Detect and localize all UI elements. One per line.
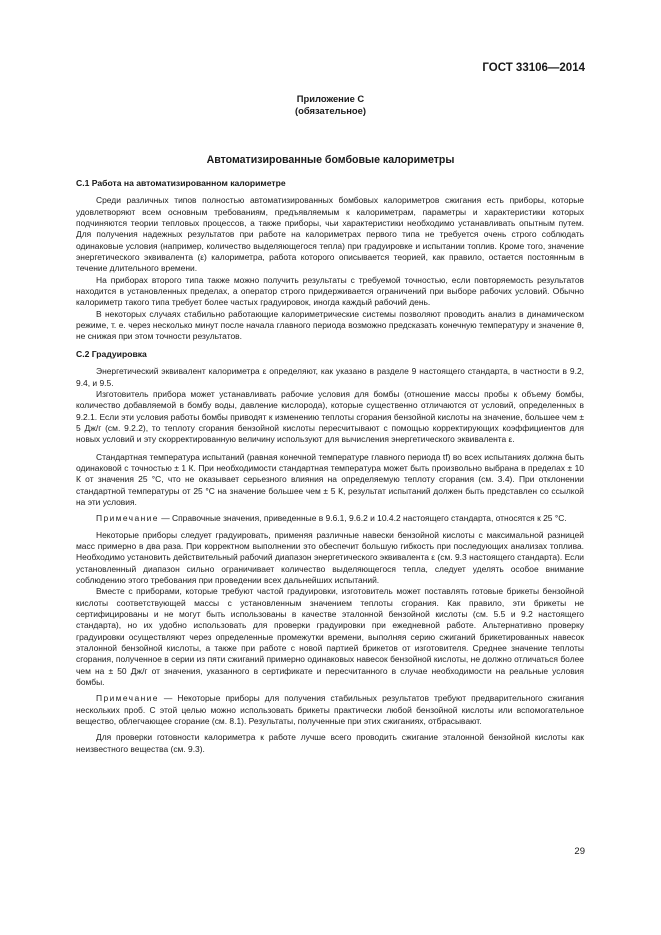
paragraph: В некоторых случаях стабильно работающие калориметрические системы позволяют проводить анализ в динамическом режиме, т. е. через несколько минут после начала главного периода возможно предсказать конечную температуру и значение θ, не снижая при этом точности результатов. — [76, 308, 584, 342]
document-title: Автоматизированные бомбовые калориметры — [206, 154, 455, 166]
note-text: — Некоторые приборы для получения стабильных результатов требуют предварительного сжигания нескольких проб. С этой целью можно использовать брикеты практически любой бензойной кислоты или вспомогательное вещество, облегчающее сгорание (см. 8.1). Результаты, полученные при этих сжиганиях, отбрасывают. — [76, 693, 584, 727]
note — [76, 513, 584, 524]
appendix-status: (обязательное) — [295, 105, 366, 116]
paragraph: Изготовитель прибора может устанавливать рабочие условия для бомбы (отношение массы пробы к объему бомбы, количество добавляемой в бомбу воды, давление кислорода), которые существенно отличаются от условий, определенных в 9.2.1. Если эти условия работы бомбы приводят к изменению теплоты сгорания бензойной кислоты на значение, большее чем ± 5 Дж/г (см. 9.2.2), то теплоту сгорания бензойной кислоты пересчитывают с помощью корректирующих коэффициентов для новых условий и эту скорректированную величину используют для вычисления энергетического эквивалента ε. — [76, 388, 584, 445]
note — [76, 693, 584, 727]
document-body — [76, 178, 584, 755]
paragraph: Энергетический эквивалент калориметра ε определяют, как указано в разделе 9 настоящего стандарта, в частности в 9.2, 9.4, и 9.5. — [76, 366, 584, 388]
standard-number: ГОСТ 33106—2014 — [482, 62, 585, 74]
appendix-title: Приложение С — [296, 93, 365, 104]
appendix-heading — [0, 93, 661, 117]
paragraph: На приборах второго типа также можно получить результаты с требуемой точностью, если повторяемость результатов находится в установленных пределах, а оператор строго придерживается ограничений при выборе рабочих условий. Обычно калориметр такого типа требует более частых градуировок, иногда каждый рабочий день. — [76, 274, 584, 308]
paragraph: Для проверки готовности калориметра к работе лучше всего проводить сжигание эталонной бензойной кислоты как неизвестного вещества (см. 9.3). — [76, 732, 584, 754]
paragraph: Некоторые приборы следует градуировать, применяя различные навески бензойной кислоты с максимальной разницей масс примерно в два раза. При корректном выполнении это обеспечит большую гибкость при последующих анализах топлива. Необходимо установить действительный рабочий диапазон энергетического эквивалента ε (см. 9.3 настоящего стандарта). Если установленный диапазон сильно ограничивает количество выделяющегося тепла, следует уделять особое внимание соблюдению этого требования при проведении всех дальнейших испытаний. — [76, 529, 584, 585]
note-text: — Справочные значения, приведенные в 9.6.1, 9.6.2 и 10.4.2 настоящего стандарта, относятся к 25 °С. — [158, 513, 567, 524]
section-heading-c1: С.1 Работа на автоматизированном калориметре — [76, 178, 286, 188]
paragraph: Стандартная температура испытаний (равная конечной температуре главного периода tf) во всех испытаниях должна быть одинаковой с точностью ± 1 К. При необходимости стандартная температура может быть произвольно выбрана в пределах ± 10 К от значения 25 °С, что не оказывает серьезного влияния на определяемую теплоту сгорания (см. 3.4). При отклонении стандартной температуры от 25 °С на значение большее чем ± 5 К, результат испытаний должен быть представлен со ссылкой на эти условия. — [76, 451, 584, 507]
paragraph: Среди различных типов полностью автоматизированных бомбовых калориметров сжигания есть приборы, которые удовлетворяют всем основным требованиям, предъявляемым к калориметрам, параметры и характеристики которых подчиняются теории тепловых процессов, а также приборы, чьи характеристики необходимо устанавливать опытным путем. Для получения надежных результатов при работе на калориметрах первого типа не требуется очень строго соблюдать одинаковые условия (например, количество выделяющегося тепла) при градуировке и испытании топлив. Кроме того, значение энергетического эквивалента (ε) калориметра, работа которого описывается теорией, как правило, остается постоянным в течение длительного времени. — [76, 195, 584, 274]
note-label: Примечание — [96, 693, 159, 704]
section-heading-c2: С.2 Градуировка — [76, 348, 147, 359]
note-label: Примечание — [96, 513, 159, 524]
paragraph: Вместе с приборами, которые требуют частой градуировки, изготовитель может поставлять готовые брикеты бензойной кислоты соответствующей массы с установленным значением теплоты сгорания. Как правило, эти брикеты не сертифицированы и не могут быть использованы в качестве эталонной бензойной кислоты (см. 5.5 и 9.2 настоящего стандарта), но их удобно использовать для проверки градуировки при ежедневной работе. Альтернативно проверку градуировки осуществляют через определенные промежутки времени, выполняя серию сжиганий брикетированных навесок эталонной бензойной кислоты, а также при работе с новой партией брикетов от изготовителя. Среднее значение теплоты сгорания, полученное в серии из пяти сжиганий примерно одинаковых навесок бензойной кислоты, не должно отличаться более чем на ± 50 Дж/г от значения, указанного в сертификате и пересчитанного в случае необходимости на реальные условия бомбы. — [76, 586, 584, 688]
page-number: 29 — [574, 846, 585, 857]
